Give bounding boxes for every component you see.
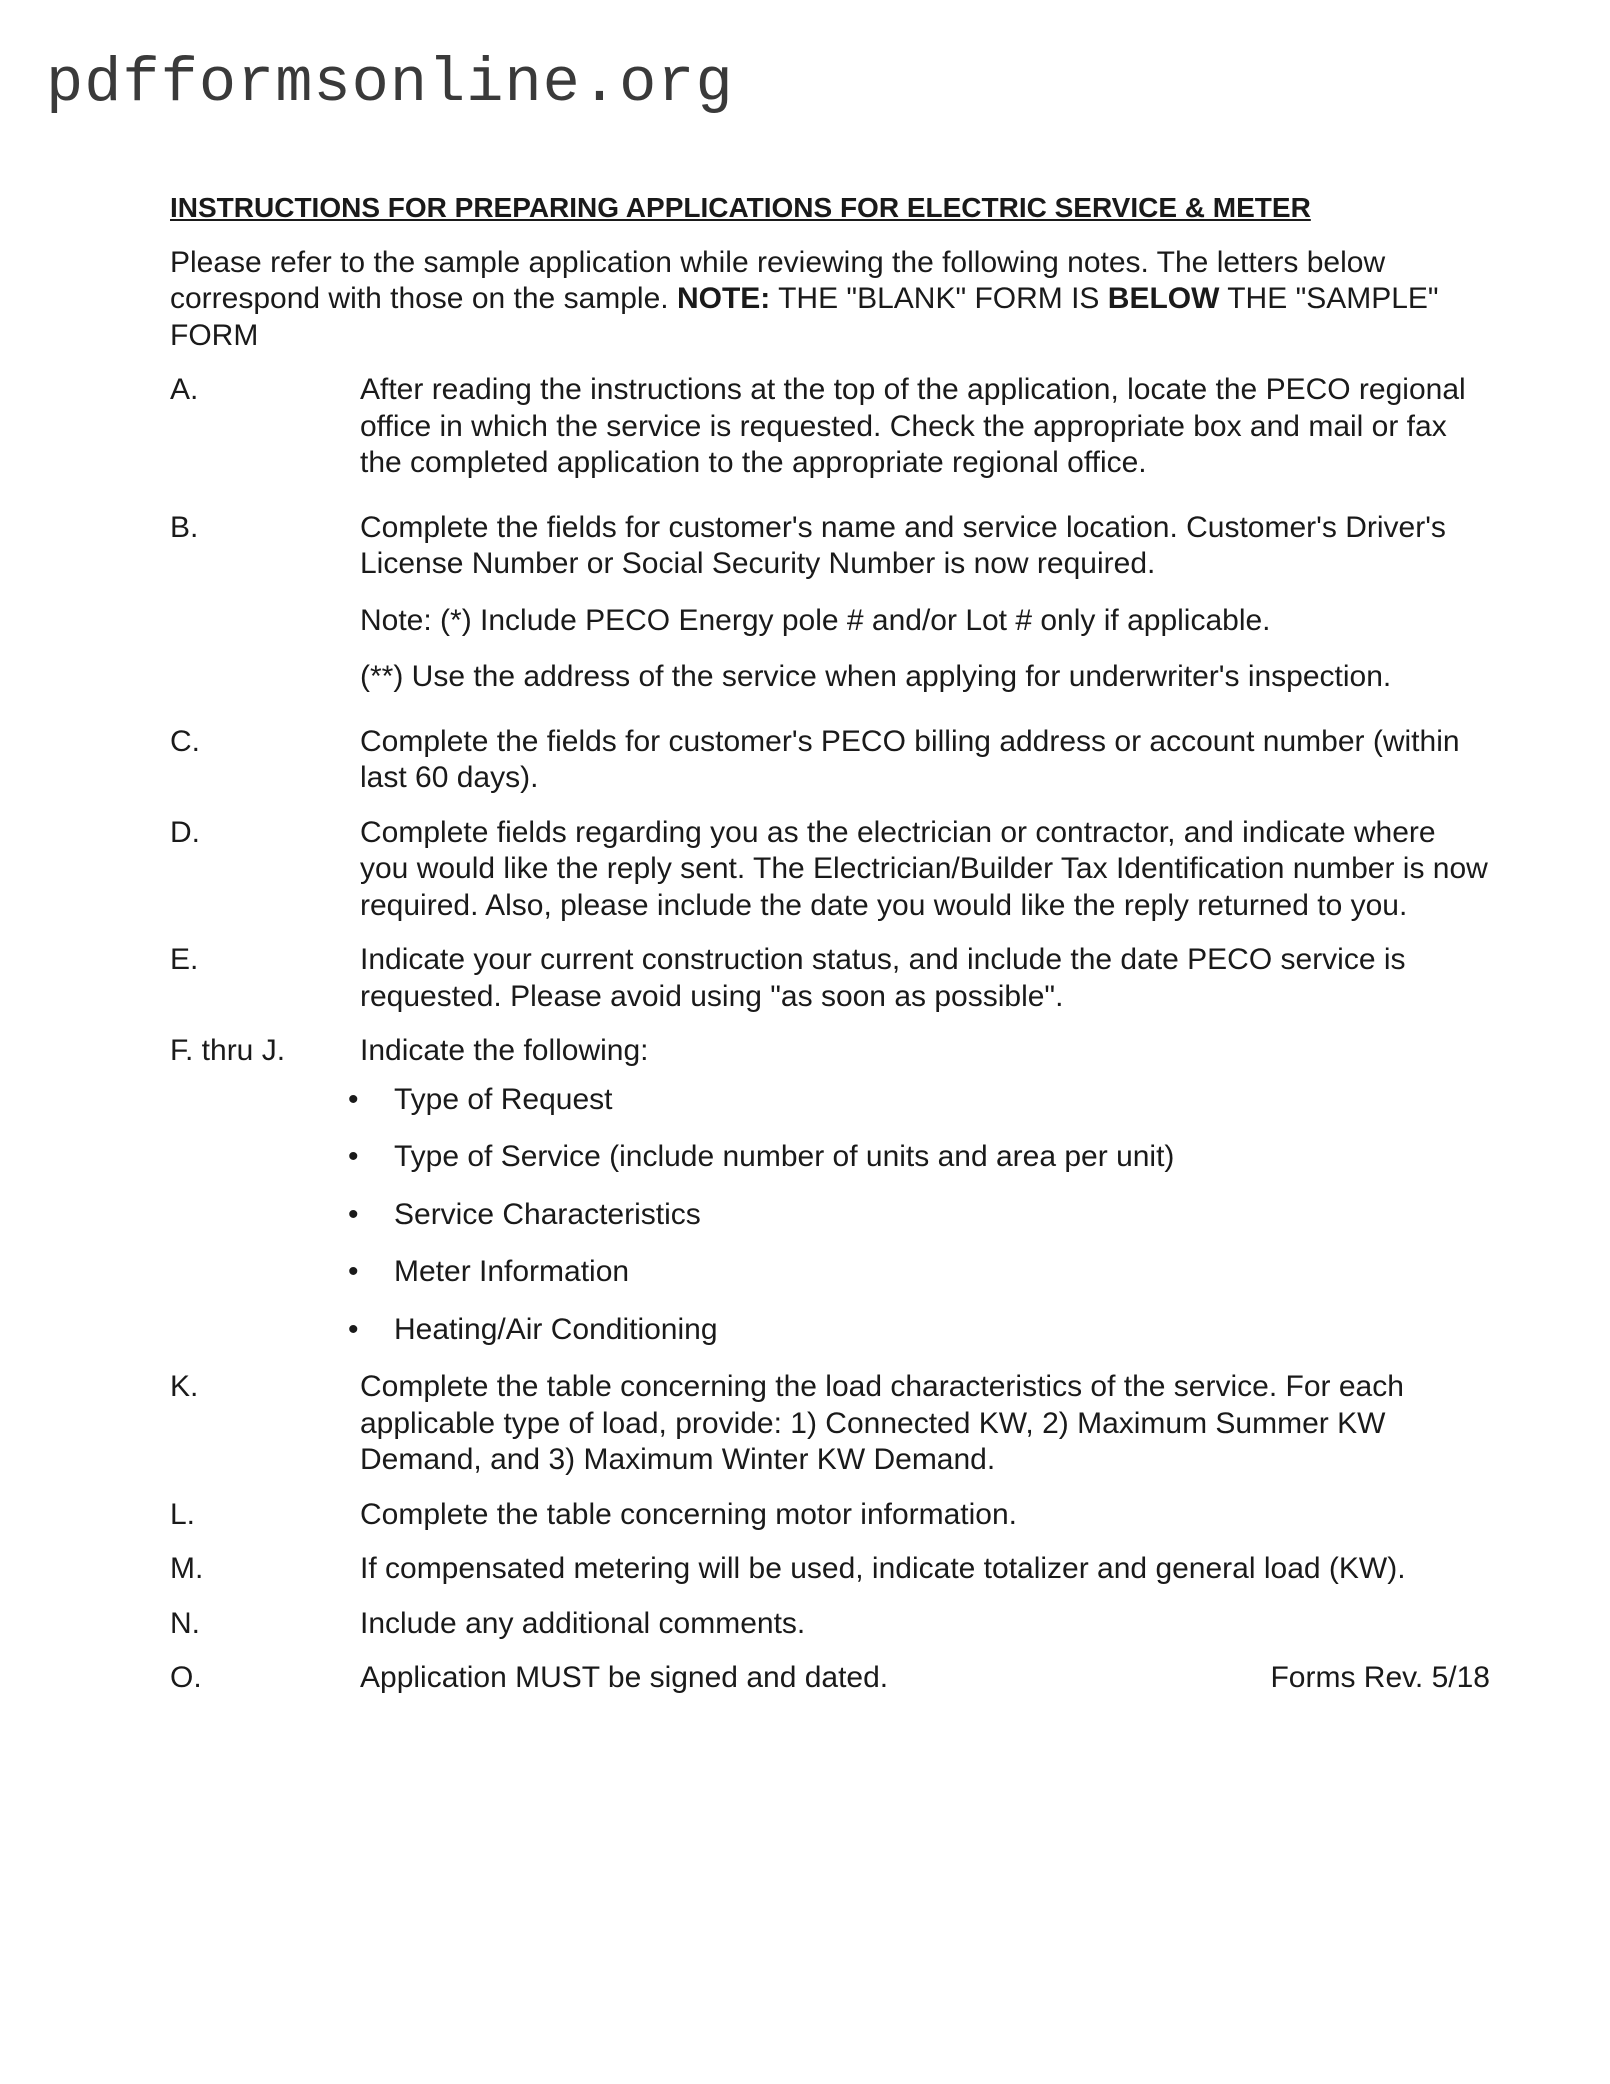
instruction-item-f-thru-j [170, 1033, 1490, 1070]
bullet-icon: • [348, 1255, 359, 1288]
instruction-item-e [170, 942, 1490, 1015]
watermark-text: pdfformsonline.org [46, 48, 734, 119]
instruction-item-m [170, 1551, 1490, 1588]
item-label: L. [170, 1497, 196, 1531]
instruction-item-d [170, 815, 1490, 925]
item-label: C. [170, 724, 200, 758]
item-text: Complete the table concerning the load characteristics of the service. For each applicable type of load, provide: 1) Connected KW, 2) Maximum Summer KW Demand, and 3) Maximum Winter KW Demand. [360, 1370, 1404, 1476]
bullet-icon: • [348, 1140, 359, 1173]
list-item: • Type of Service (include number of units and area per unit) [348, 1139, 1490, 1176]
below-emphasis: BELOW [1107, 282, 1220, 315]
instruction-item-k [170, 1369, 1490, 1479]
item-label: K. [170, 1370, 199, 1403]
item-label: B. [170, 510, 199, 544]
item-label: F. thru J. [170, 1034, 286, 1067]
item-text: Complete the table concerning motor information. [360, 1497, 1018, 1531]
item-text: If compensated metering will be used, indicate totalizer and general load (KW). [360, 1552, 1406, 1585]
item-text: After reading the instructions at the top of the application, locate the PECO regional office in which the service is requested. Check the appropriate box and mail or fax the completed application to the appropriate regional office. [360, 373, 1466, 479]
item-text: Complete the fields for customer's PECO billing address or account number (within last 60 days). [360, 724, 1460, 794]
address-note: (**) Use the address of the service when applying for underwriter's inspection. [360, 660, 1392, 693]
item-label: O. [170, 1661, 202, 1694]
item-text: Indicate your current construction status, and include the date PECO service is requested. Please avoid using "as soon as possible". [360, 943, 1406, 1013]
item-text: Complete fields regarding you as the electrician or contractor, and indicate where you would like the reply sent. The Electrician/Builder Tax Identification number is now required. Also, please include the date you would like the reply returned to you. [360, 815, 1488, 922]
list-item: • Meter Information [348, 1254, 1490, 1291]
bullet-icon: • [348, 1312, 359, 1346]
pole-lot-note: Note: (*) Include PECO Energy pole # and/or Lot # only if applicable. [360, 603, 1271, 637]
item-text: Application MUST be signed and dated. [360, 1661, 889, 1694]
instruction-item-b [170, 510, 1490, 696]
intro-text: Please refer to the sample application while reviewing the following notes. The letters below correspond with those on the sample. [170, 245, 1386, 315]
instruction-item-c [170, 724, 1490, 797]
item-label: N. [170, 1606, 200, 1640]
note-label: NOTE: [676, 282, 771, 315]
list-item: • Type of Request [348, 1082, 1490, 1119]
item-label: A. [170, 373, 199, 406]
intro-note-end: THE "SAMPLE" FORM [170, 282, 1439, 352]
instruction-item-n [170, 1606, 1490, 1643]
item-text: Indicate the following: [360, 1034, 649, 1067]
item-text: Complete the fields for customer's name and service location. Customer's Driver's License Number or Social Security Number is now required. [360, 510, 1446, 580]
item-label: E. [170, 943, 199, 976]
instructions-document [170, 190, 1490, 1715]
instruction-item-a [170, 372, 1490, 482]
bullet-icon: • [348, 1082, 359, 1116]
item-label: D. [170, 815, 200, 849]
intro-note-text: THE "BLANK" FORM IS [778, 282, 1100, 315]
page-title: INSTRUCTIONS FOR PREPARING APPLICATIONS FOR ELECTRIC SERVICE & METER [170, 192, 1311, 223]
instruction-item-l [170, 1497, 1490, 1534]
list-item: • Service Characteristics [348, 1197, 1490, 1234]
request-details-list [170, 1082, 1490, 1349]
intro-paragraph [170, 245, 1490, 355]
bullet-icon: • [348, 1197, 359, 1231]
item-label: M. [170, 1552, 204, 1585]
form-revision: Forms Rev. 5/18 [1270, 1661, 1490, 1694]
list-item: • Heating/Air Conditioning [348, 1312, 1490, 1349]
item-text: Include any additional comments. [360, 1606, 806, 1640]
instruction-item-o [170, 1660, 1490, 1697]
